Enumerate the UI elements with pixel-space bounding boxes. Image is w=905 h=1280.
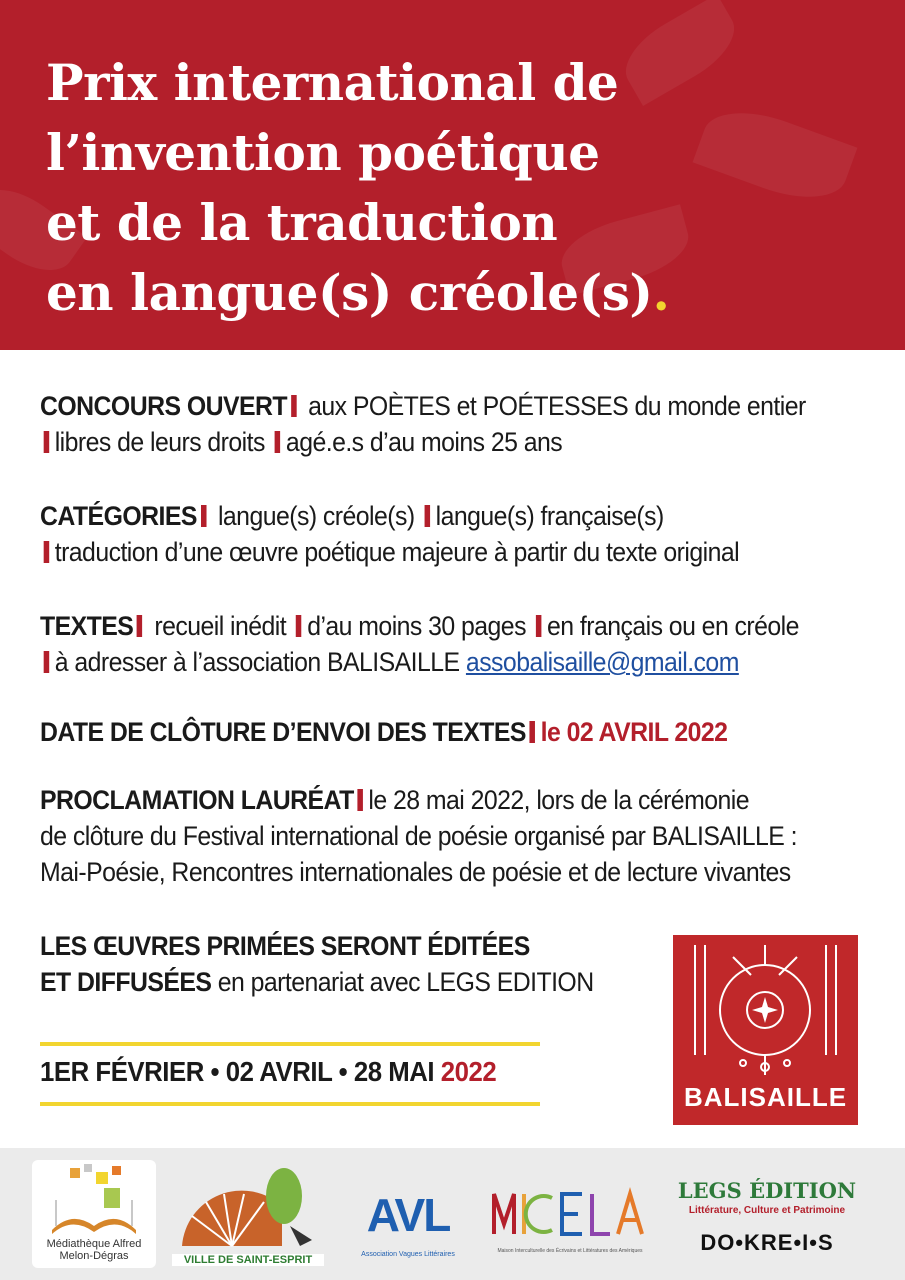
concours-item-3: agé.e.s d’au moins 25 ans xyxy=(285,427,563,457)
partner-mediatheque-logo xyxy=(32,1160,156,1268)
partners-footer xyxy=(0,1148,905,1280)
micela-wordmark-icon xyxy=(490,1184,650,1242)
separator-mark xyxy=(44,541,50,563)
concours-label: CONCOURS OUVERT xyxy=(40,391,288,421)
page-title xyxy=(46,48,846,328)
separator-mark xyxy=(201,505,207,527)
concours-item-1: aux POÈTES et POÉTESSES du monde entier xyxy=(308,391,806,421)
section-cloture xyxy=(40,714,886,750)
cloture-date: le 02 AVRIL 2022 xyxy=(540,717,728,747)
dates-year: 2022 xyxy=(440,1056,497,1087)
textes-item-1: recueil inédit xyxy=(154,611,287,641)
categories-item-2: langue(s) française(s) xyxy=(435,501,664,531)
proclamation-line-2: de clôture du Festival international de poésie organisé par BALISAILLE : xyxy=(40,821,798,851)
saint-esprit-name: VILLE DE SAINT-ESPRIT xyxy=(172,1254,324,1266)
section-categories xyxy=(40,498,886,570)
separator-mark xyxy=(530,721,536,743)
oeuvres-label-1: LES ŒUVRES PRIMÉES SERONT ÉDITÉES xyxy=(40,931,530,961)
saint-esprit-emblem-icon xyxy=(172,1166,324,1250)
textes-item-4: à adresser à l’association BALISAILLE xyxy=(54,647,460,677)
section-proclamation xyxy=(40,782,886,890)
partner-micela-logo xyxy=(490,1184,650,1254)
balisaille-logo-label: BALISAILLE xyxy=(683,1082,848,1112)
avl-name: Association Vagues Littéraires xyxy=(361,1251,455,1258)
title-line-4-text: en langue(s) créole(s) xyxy=(46,263,653,322)
partner-saint-esprit-logo xyxy=(172,1166,324,1266)
oeuvres-text: en partenariat avec LEGS EDITION xyxy=(217,967,594,997)
categories-item-1: langue(s) créole(s) xyxy=(217,501,415,531)
textes-item-3: en français ou en créole xyxy=(547,611,799,641)
header-banner xyxy=(0,0,905,350)
book-icon xyxy=(32,1160,156,1240)
categories-label: CATÉGORIES xyxy=(40,501,197,531)
key-dates-text xyxy=(40,1056,496,1088)
proclamation-line-1: le 28 mai 2022, lors de la cérémonie xyxy=(368,785,749,815)
separator-mark xyxy=(137,615,143,637)
separator-mark xyxy=(357,789,363,811)
section-concours xyxy=(40,388,886,460)
textes-item-2: d’au moins 30 pages xyxy=(307,611,526,641)
separator-mark xyxy=(536,615,542,637)
dokreis-logo: DO•KRE•I•S xyxy=(700,1230,834,1255)
title-line-3: et de la traduction xyxy=(46,193,558,252)
separator-mark xyxy=(425,505,431,527)
title-dot: . xyxy=(652,263,670,322)
dates-top-rule xyxy=(40,1042,540,1046)
dates-bottom-rule xyxy=(40,1102,540,1106)
separator-mark xyxy=(44,651,50,673)
legs-subtitle: Littérature, Culture et Patrimoine xyxy=(688,1205,846,1216)
proclamation-line-3: Mai-Poésie, Rencontres internationales de poésie et de lecture vivantes xyxy=(40,857,791,887)
separator-mark xyxy=(296,615,302,637)
categories-item-3: traduction d’une œuvre poétique majeure à partir du texte original xyxy=(54,537,740,567)
balisaille-veve-icon xyxy=(673,935,858,1085)
dates-list: 1ER FÉVRIER • 02 AVRIL • 28 MAI xyxy=(40,1056,435,1087)
oeuvres-label-2: ET DIFFUSÉES xyxy=(40,967,212,997)
avl-mark: AVL xyxy=(366,1189,450,1241)
concours-item-2: libres de leurs droits xyxy=(54,427,265,457)
title-line-4 xyxy=(46,258,846,328)
email-link[interactable]: assobalisaille@gmail.com xyxy=(465,647,739,677)
separator-mark xyxy=(44,431,50,453)
proclamation-label: PROCLAMATION LAURÉAT xyxy=(40,785,354,815)
separator-mark xyxy=(291,395,297,417)
title-line-2: l’invention poétique xyxy=(46,123,600,182)
mediatheque-name: Médiathèque Alfred Melon-Dégras xyxy=(46,1238,142,1262)
section-textes xyxy=(40,608,886,680)
partner-avl-logo xyxy=(352,1188,464,1258)
legs-title: LEGS ÉDITION xyxy=(677,1178,857,1203)
micela-name: Maison Interculturelle des Écrivains et Littératures des Amériques xyxy=(497,1248,643,1254)
textes-label: TEXTES xyxy=(40,611,134,641)
balisaille-logo xyxy=(673,935,858,1125)
key-dates xyxy=(40,1042,540,1106)
separator-mark xyxy=(275,431,281,453)
title-line-1: Prix international de xyxy=(46,53,619,112)
partner-legs-logo xyxy=(672,1178,862,1268)
cloture-label: DATE DE CLÔTURE D’ENVOI DES TEXTES xyxy=(40,717,526,747)
